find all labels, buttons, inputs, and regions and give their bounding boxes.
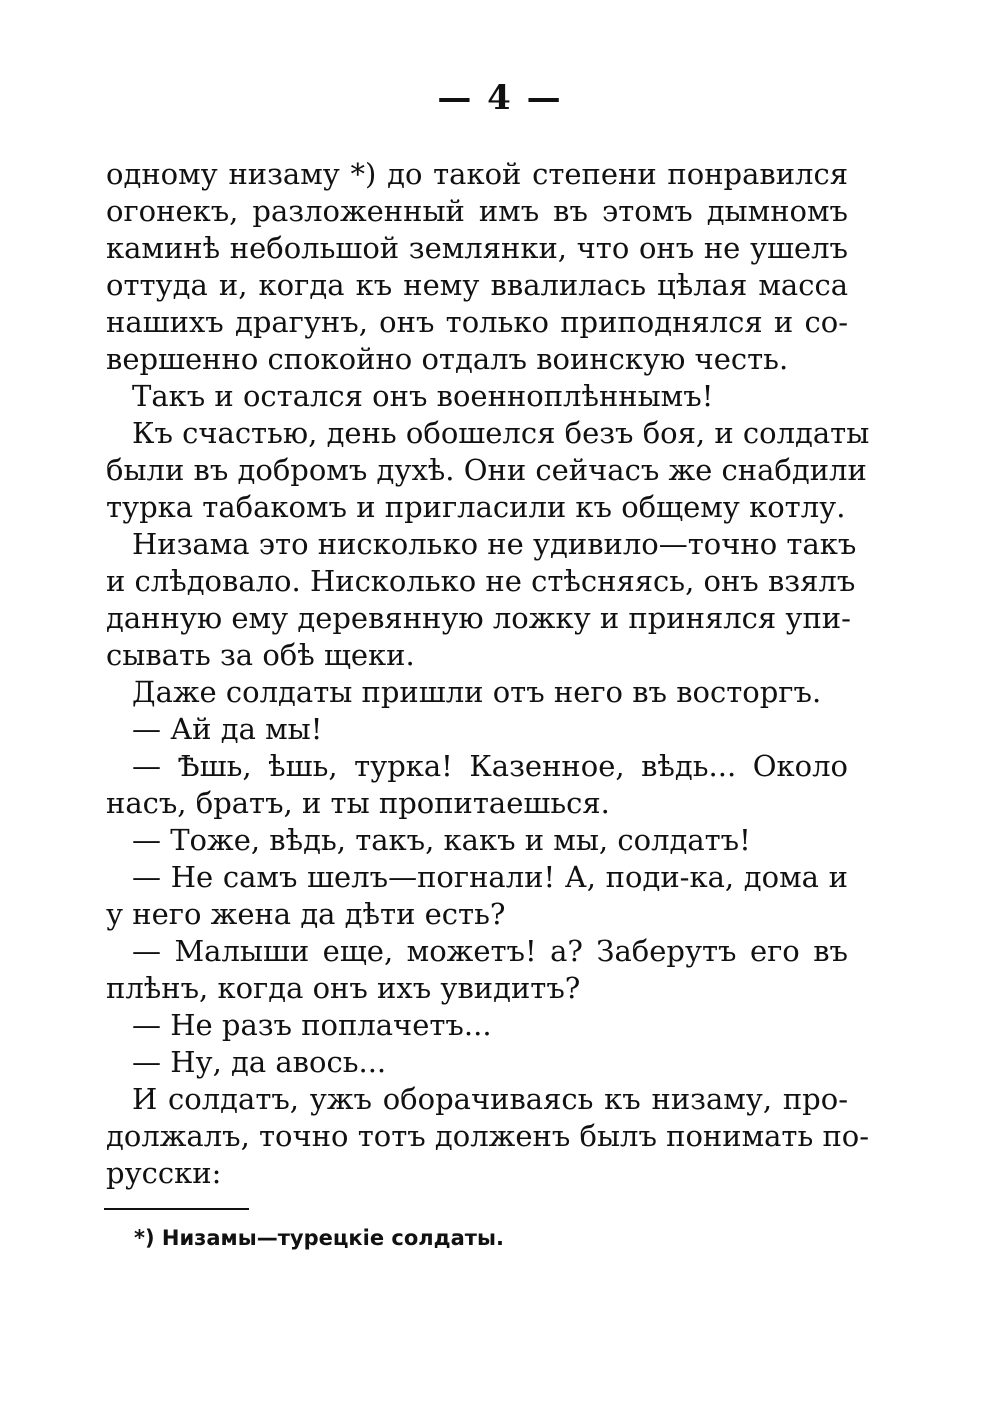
text-line: русски: (106, 1156, 222, 1190)
text-line: были въ добромъ духѣ. Они сейчасъ же снабдили (106, 453, 867, 487)
text-line: Къ счастью, день обошелся безъ боя, и солдаты (132, 416, 870, 450)
text-line: — Ай да мы! (132, 712, 323, 746)
text-line: и слѣдовало. Нисколько не стѣсняясь, онъ взялъ (106, 564, 856, 598)
page-number: — 4 — (437, 78, 563, 118)
text-line: — Ѣшь, ѣшь, турка! Казенное, вѣдь... Около (132, 749, 848, 783)
text-line: у него жена да дѣти есть? (106, 897, 506, 931)
text-line: сывать за обѣ щеки. (106, 638, 415, 672)
text-line: — Ну, да авось... (132, 1045, 387, 1079)
text-line: данную ему деревянную ложку и принялся упи- (106, 601, 851, 635)
text-line: Низама это нисколько не удивило—точно такъ (132, 527, 857, 561)
text-line: каминѣ небольшой землянки, что онъ не ушелъ (106, 231, 848, 265)
text-line: Такъ и остался онъ военноплѣннымъ! (132, 379, 714, 413)
footnote: *) Низамы—турецкіе солдаты. (134, 1226, 504, 1250)
text-line: — Малыши еще, можетъ! а? Заберутъ его въ (132, 934, 848, 968)
text-line: должалъ, точно тотъ долженъ былъ понимать по- (106, 1119, 870, 1153)
text-line: насъ, братъ, и ты пропитаешься. (106, 786, 610, 820)
text-line: нашихъ драгунъ, онъ только приподнялся и со- (106, 305, 848, 339)
text-line: турка табакомъ и пригласили къ общему котлу. (106, 490, 846, 524)
text-line: — Не разъ поплачетъ... (132, 1008, 492, 1042)
text-line: оттуда и, когда къ нему ввалилась цѣлая масса (106, 268, 848, 302)
body-text (106, 156, 870, 1192)
footnote-divider (104, 1208, 249, 1210)
text-line: плѣнъ, когда онъ ихъ увидитъ? (106, 971, 581, 1005)
text-line: огонекъ, разложенный имъ въ этомъ дымномъ (106, 194, 848, 228)
text-line: — Тоже, вѣдь, такъ, какъ и мы, солдатъ! (132, 823, 751, 857)
text-line: И солдатъ, ужъ оборачиваясь къ низаму, про- (132, 1082, 848, 1116)
text-line: Даже солдаты пришли отъ него въ восторгъ. (132, 675, 822, 709)
text-line: одному низаму *) до такой степени понравился (106, 157, 848, 191)
text-line: вершенно спокойно отдалъ воинскую честь. (106, 342, 789, 376)
text-line: — Не самъ шелъ—погнали! А, поди-ка, дома и (132, 860, 848, 894)
